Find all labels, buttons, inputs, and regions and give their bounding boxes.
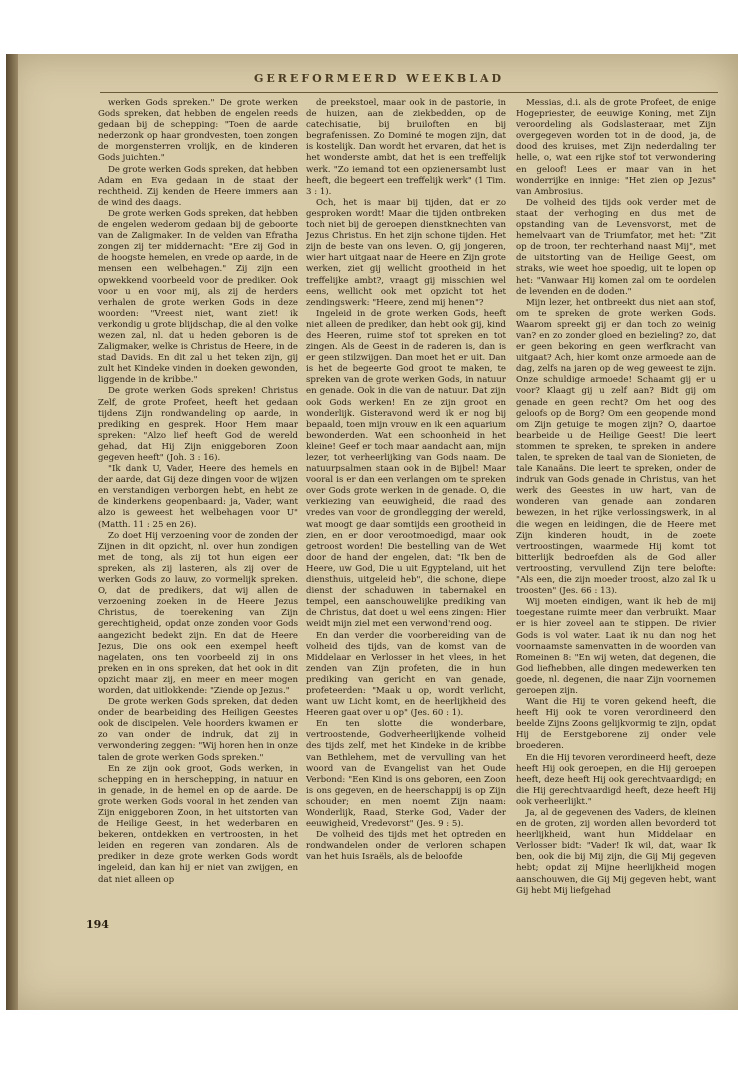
text-column-3 bbox=[516, 98, 716, 908]
running-header: GEREFORMEERD WEEKBLAD bbox=[253, 72, 505, 85]
paragraph: De grote werken Gods spreken, dat hebben de engelen wederom gedaan bij de geboorte van de Zaligmaker. In de velden van Efratha zongen zij ter middernacht: "Ere zij God in de hoogste hemelen, en vrede op aarde, in de mensen een welbehagen." Zij zijn een opwekkend voorbeeld voor de prediker. Ook voor u en voor mij, als zij de herders verhalen de grote werken Gods in deze woorden: "Vreest niet, want ziet! ik verkondig u grote blijdschap, die al den volke wezen zal, nl. dat u heden geboren is de Zaligmaker, welke is Christus de Heere, in de stad Davids. En dit zal u het teken zijn, gij zult het Kindeke vinden in doeken gewonden, liggende in de kribbe." bbox=[98, 208, 298, 386]
paragraph: Och, het is maar bij tijden, dat er zo gesproken wordt! Maar die tijden ontbreken toch niet bij de geroepen dienstknechten van Jezus Christus. En het zijn schone tijden. Het zijn de beste van ons leven. O, gij jongeren, wier hart uitgaat naar de Heere en Zijn grote werken, ziet gij wellicht grootheid in het treffelijke ambt?, vraagt gij misschien wel eens, wellicht ook met opzicht tot het zendingswerk: "Heere, zend mij henen"? bbox=[306, 197, 506, 308]
paragraph: En dan verder die voorbereiding van de volheid des tijds, van de komst van de Middelaar en Verlosser in het vlees, in het zenden van Zijn profeten, die in hun prediking van gericht en van genade, profeteerden: "Maak u op, wordt verlicht, want uw Licht komt, en de heerlijkheid des Heeren gaat over u op" (Jes. 60 : 1). bbox=[306, 630, 506, 719]
page-number: 194 bbox=[86, 918, 109, 931]
paragraph: De grote werken Gods spreken! Christus Zelf, de grote Profeet, heeft het gedaan tijdens Zijn rondwandeling op aarde, in prediking en gesprek. Hoor Hem maar spreken: "Alzo lief heeft God de wereld gehad, dat Hij Zijn eniggeboren Zoon gegeven heeft" (Joh. 3 : 16). bbox=[98, 386, 298, 463]
paragraph: werken Gods spreken." De grote werken Gods spreken, dat hebben de engelen reeds gedaan bij de schepping: "Toen de aarde nederzonk op haar grondvesten, toen zongen de morgensterren vrolijk, en de kinderen Gods juichten." bbox=[98, 98, 298, 164]
paragraph: De volheid des tijds ook verder met de staat der verhoging en dus met de opstanding van de Levensvorst, met de hemelvaart van de Triumfator, met het: "Zit op de troon, ter rechterhand naast Mij", met de uitstorting van de Heilige Geest, om straks, wie weet hoe spoedig, uit te lopen op het: "Vanwaar Hij komen zal om te oordelen de levenden en de doden." bbox=[516, 197, 716, 297]
paragraph: En ze zijn ook groot, Gods werken, in schepping en in herschepping, in natuur en in genade, in de hemel en op de aarde. De grote werken Gods vooral in het zenden van Zijn eniggeboren Zoon, in het uitstorten van de Heilige Geest, in het wederbaren en bekeren, ontdekken en vertroosten, in het leiden en regeren van zondaren. Als de prediker in deze grote werken Gods wordt ingeleid, dan kan hij er niet van zwijgen, en dat niet alleen op bbox=[98, 763, 298, 885]
header-rule bbox=[100, 92, 718, 93]
paragraph: En die Hij tevoren verordineerd heeft, deze heeft Hij ook geroepen, en die Hij geroepen heeft, deze heeft Hij ook gerechtvaardigd; en die Hij gerechtvaardigd heeft, deze heeft Hij ook verheerlijkt." bbox=[516, 752, 716, 807]
paragraph: Ingeleid in de grote werken Gods, heeft niet alleen de prediker, dan hebt ook gij, kind des Heeren, ruime stof tot spreken en tot zingen. Als de Geest in de raderen is, dan is er geen stilzwijgen. Dan moet het er uit. Dan is het de begeerte God groot te maken, te spreken van de grote werken Gods, in natuur en genade. Ook in die van de natuur. Dat zijn ook Gods werken! En ze zijn groot en wonderlijk. Gisteravond werd ik er nog bij bepaald, toen mijn vrouw en ik een aquarium bewonderden. Wat een schoonheid in het kleine! Geef er toch maar aandacht aan, mijn lezer, tot verheerlijking van Gods naam. De natuurpsalmen staan ook in de Bijbel! Maar vooral is er dan een verlangen om te spreken over Gods grote werken in de genade. O, die verkiezing van eeuwigheid, die raad des vredes van voor de grondlegging der wereld, wat moogt ge daar somtijds een grootheid in zien, en er door verootmoedigd, maar ook getroost worden! Die bestelling van de Wet door de hand der engelen, dat: "Ik ben de Heere, uw God, Die u uit Egypteland, uit het diensthuis, uitgeleid heb", die schone, diepe dienst der schaduwen in tabernakel en tempel, een aanschouwelijke prediking van de Christus, dat doet u wel eens zingen: Hier weidt mijn ziel met een verwond'rend oog. bbox=[306, 308, 506, 630]
text-column-1 bbox=[98, 98, 298, 908]
paragraph: "Ik dank U, Vader, Heere des hemels en der aarde, dat Gij deze dingen voor de wijzen en verstandigen verborgen hebt, en hebt ze de kinderkens geopenbaard: ja, Vader, want alzo is geweest het welbehagen voor U" (Matth. 11 : 25 en 26). bbox=[98, 464, 298, 530]
paragraph: De grote werken Gods spreken, dat deden onder de bearbeiding des Heiligen Geestes ook de discipelen. Vele hoorders kwamen er zo van onder de indruk, dat zij in verwondering zeggen: "Wij horen hen in onze talen de grote werken Gods spreken." bbox=[98, 697, 298, 763]
paragraph: En ten slotte die wonderbare, vertroostende, Godverheerlijkende volheid des tijds zelf, met het Kindeke in de kribbe van Bethlehem, met de vervulling van het woord van de Evangelist van het Oude Verbond: "Een Kind is ons geboren, een Zoon is ons gegeven, en de heerschappij is op Zijn schouder; en men noemt Zijn naam: Wonderlijk, Raad, Sterke God, Vader der eeuwigheid, Vredevorst" (Jes. 9 : 5). bbox=[306, 719, 506, 830]
paragraph: De volheid des tijds met het optreden en rondwandelen onder de verloren schapen van het huis Israëls, als de beloofde bbox=[306, 830, 506, 863]
paragraph: Ja, al de gegevenen des Vaders, de kleinen en de groten, zij worden allen bevorderd tot heerlijkheid, want hun Middelaar en Verlosser bidt: "Vader! Ik wil, dat, waar Ik ben, ook die bij Mij zijn, die Gij Mij gegeven hebt; opdat zij Mijne heerlijkheid mogen aanschouwen, die Gij Mij gegeven hebt, want Gij hebt Mij liefgehad bbox=[516, 808, 716, 896]
text-column-2 bbox=[306, 98, 506, 908]
paragraph: de preekstoel, maar ook in de pastorie, in de huizen, aan de ziekbedden, op de catechisatie, bij bruiloften en bij begrafenissen. Zo Dominé te mogen zijn, dat is kostelijk. Dan wordt het ervaren, dat het is het wonderste ambt, dat het is een treffelijk werk. "Zo iemand tot een opzienersambt lust heeft, die begeert een treffelijk werk" (1 Tim. 3 : 1). bbox=[306, 98, 506, 197]
paragraph: Want die Hij te voren gekend heeft, die heeft Hij ook te voren verordineerd den beelde Zijns Zoons gelijkvormig te zijn, opdat Hij de Eerstgeborene zij onder vele broederen. bbox=[516, 697, 716, 752]
paragraph: Mijn lezer, het ontbreekt dus niet aan stof, om te spreken de grote werken Gods. Waarom spreekt gij er dan toch zo weinig van? en zo zonder gloed en bezieling? zo, dat er geen bekoring en geen werfkracht van uitgaat? Ach, hier komt onze armoede aan de dag, zelfs na jaren op de weg geweest te zijn. Onze schuldige armoede! Schaamt gij er u voor? Klaagt gij u zelf aan? Bidt gij om genade en geen recht? Om het oog des geloofs op de Borg? Om een geopende mond om Zijn getuige te mogen zijn? O, daartoe bearbeide u de Heilige Geest! Die leert stommen te spreken, te spreken in andere talen, te spreken de taal van de Sionieten, de tale Kanaäns. Die leert te spreken, onder de indruk van Gods genade in Christus, van het werk des Geestes in uw hart, van de wonderen van genade aan zondaren bewezen, in het rijke verlossingswerk, in al die wegen en leidingen, die de Heere met Zijn kinderen houdt, in de zoete vertroostingen, waarmede Hij komt tot bitterlijk bedroefden als de God aller vertroosting, vervullend Zijn tere belofte: "Als een, die zijn moeder troost, alzo zal Ik u troosten" (Jes. 66 : 13). bbox=[516, 297, 716, 597]
paragraph: Wij moeten eindigen, want ik heb de mij toegestane ruimte meer dan verbruikt. Maar er is hier zoveel aan te stippen. De rivier Gods is vol water. Laat ik nu dan nog het voornaamste samenvatten in de woorden van Romeinen 8: "En wij weten, dat degenen, die God liefhebben, alle dingen medewerken ten goede, nl. degenen, die naar Zijn voornemen geroepen zijn. bbox=[516, 597, 716, 696]
paragraph: De grote werken Gods spreken, dat hebben Adam en Eva gedaan in de staat der rechtheid. Zij kenden de Heere immers aan de wind des daags. bbox=[98, 164, 298, 208]
paragraph: Zo doet Hij verzoening voor de zonden der Zijnen in dit opzicht, nl. over hun zondigen met de tong, als zij tot hun eigen eer spreken, als zij lasteren, als zij over de werken Gods zo lauw, zo vormelijk spreken. O, dat de predikers, dat wij allen de verzoening zoeken in de Heere Jezus Christus, de toerekening van Zijn gerechtigheid, opdat onze zonden voor Gods aangezicht bedekt zijn. En dat de Heere Jezus, Die ons ook een exempel heeft nagelaten, ons ten voorbeeld zij in ons preken en in ons spreken, dat het ook in dit opzicht maar zij, en meer en meer mogen worden, dat uitlokkende: "Ziende op Jezus." bbox=[98, 530, 298, 696]
paragraph: Messias, d.i. als de grote Profeet, de enige Hogepriester, de eeuwige Koning, met Zijn veroordeling als Godslasteraar, met Zijn overgegeven worden tot in de dood, ja, de dood des kruises, met Zijn nederdaling ter helle, o, wat een rijke stof tot verwondering en geloof! Lees er maar van in het wonderrijke en innige: "Het zien op Jezus" van Ambrosius. bbox=[516, 98, 716, 197]
